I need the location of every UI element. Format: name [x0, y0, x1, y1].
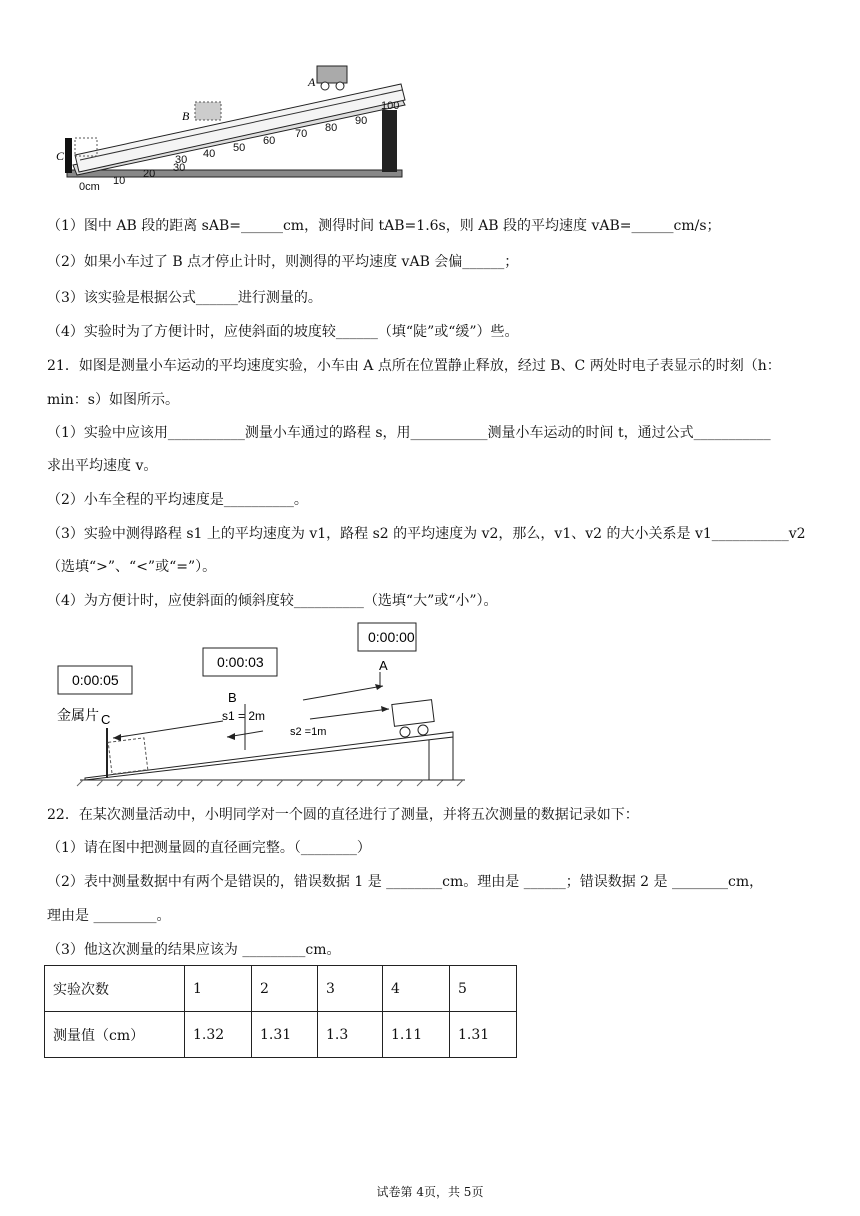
ruler-tick-label: 30 [173, 162, 186, 174]
q21-intro-cont: min：s）如图所示。 [47, 392, 179, 408]
ruler-tick-label: 100 [381, 100, 400, 112]
ruler-tick-label: 0cm [79, 181, 100, 193]
s1-label: s1 = 2m [222, 709, 266, 723]
table-cell: 1 [185, 966, 252, 1012]
ruler-tick-label: 80 [325, 122, 338, 134]
table-cell: 1.31 [252, 1012, 318, 1058]
page-footer: 试卷第 4页，共 5页 [376, 1185, 484, 1199]
q22-part2-cont: 理由是 _________。 [47, 908, 171, 924]
q22-part1: （1）请在图中把测量圆的直径画完整。（________） [47, 840, 371, 856]
metal-plate-label: 金属片 [57, 708, 99, 724]
ruler-tick-label: 10 [113, 175, 126, 187]
ruler-tick-label: 70 [295, 128, 308, 140]
ruler-tick-label: 60 [263, 135, 276, 147]
ruler-tick-label: 30 [175, 154, 188, 166]
table-cell: 3 [318, 966, 383, 1012]
timer-c: 0:00:05 [72, 672, 119, 688]
point-label-a: A [308, 75, 316, 89]
point-label-c: C [56, 149, 65, 163]
q22-part3: （3）他这次测量的结果应该为 _________cm。 [47, 942, 341, 958]
table-cell: 1.31 [450, 1012, 517, 1058]
point-label-c: C [101, 712, 111, 727]
table-cell: 1.3 [318, 1012, 383, 1058]
ruler-tick-label: 90 [355, 115, 368, 127]
q21-part1-cont: 求出平均速度 v。 [47, 458, 158, 474]
table-cell: 1.32 [185, 1012, 252, 1058]
q20-part3: （3）该实验是根据公式______进行测量的。 [47, 290, 322, 306]
measurement-table [44, 965, 517, 1058]
q22-intro: 22．在某次测量活动中，小明同学对一个圆的直径进行了测量，并将五次测量的数据记录如下： [47, 807, 639, 823]
q20-part2: （2）如果小车过了 B 点才停止计时，则测得的平均速度 vAB 会偏______； [47, 254, 519, 270]
incline-timer-figure [55, 620, 475, 790]
q22-part2: （2）表中测量数据中有两个是错误的，错误数据 1 是 ________cm。理由是 ______；错误数据 2 是 ________cm， [47, 874, 764, 890]
table-cell: 1.11 [383, 1012, 450, 1058]
ruler-tick-label: 50 [233, 142, 246, 154]
q21-part3-cont: （选填“>”、“<”或“=”）。 [47, 559, 217, 575]
q21-part1: （1）实验中应该用___________测量小车通过的路程 s，用___________测量小车运动的时间 t，通过公式___________ [47, 425, 771, 441]
table-cell: 测量值（cm） [45, 1012, 185, 1058]
table-cell: 4 [383, 966, 450, 1012]
q21-part2: （2）小车全程的平均速度是__________。 [47, 492, 308, 508]
q20-part1: （1）图中 AB 段的距离 sAB=______cm，测得时间 tAB=1.6s，则 AB 段的平均速度 vAB=______cm/s； [47, 218, 721, 234]
q21-intro: 21．如图是测量小车运动的平均速度实验，小车由 A 点所在位置静止释放，经过 B、C 两处时电子表显示的时刻（h： [47, 358, 781, 374]
point-label-a: A [379, 658, 388, 673]
timer-a: 0:00:00 [368, 629, 415, 645]
q20-part4: （4）实验时为了方便计时，应使斜面的坡度较______（填“陡”或“缓”）些。 [47, 324, 519, 340]
incline-ruler-figure [55, 60, 415, 200]
q21-part3: （3）实验中测得路程 s1 上的平均速度为 v1，路程 s2 的平均速度为 v2，那么，v1、v2 的大小关系是 v1___________v2 [47, 526, 806, 542]
point-label-b: B [182, 109, 190, 123]
table-cell: 5 [450, 966, 517, 1012]
point-label-b: B [228, 690, 237, 705]
timer-b: 0:00:03 [217, 654, 264, 670]
q21-part4: （4）为方便计时，应使斜面的倾斜度较__________（选填“大”或“小”）。 [47, 593, 498, 609]
table-row [45, 966, 517, 1012]
table-cell: 2 [252, 966, 318, 1012]
s2-label: s2 =1m [290, 726, 327, 738]
ruler-tick-label: 40 [203, 148, 216, 160]
ruler-tick-label: 20 [143, 168, 156, 180]
table-row [45, 1012, 517, 1058]
table-cell: 实验次数 [45, 966, 185, 1012]
